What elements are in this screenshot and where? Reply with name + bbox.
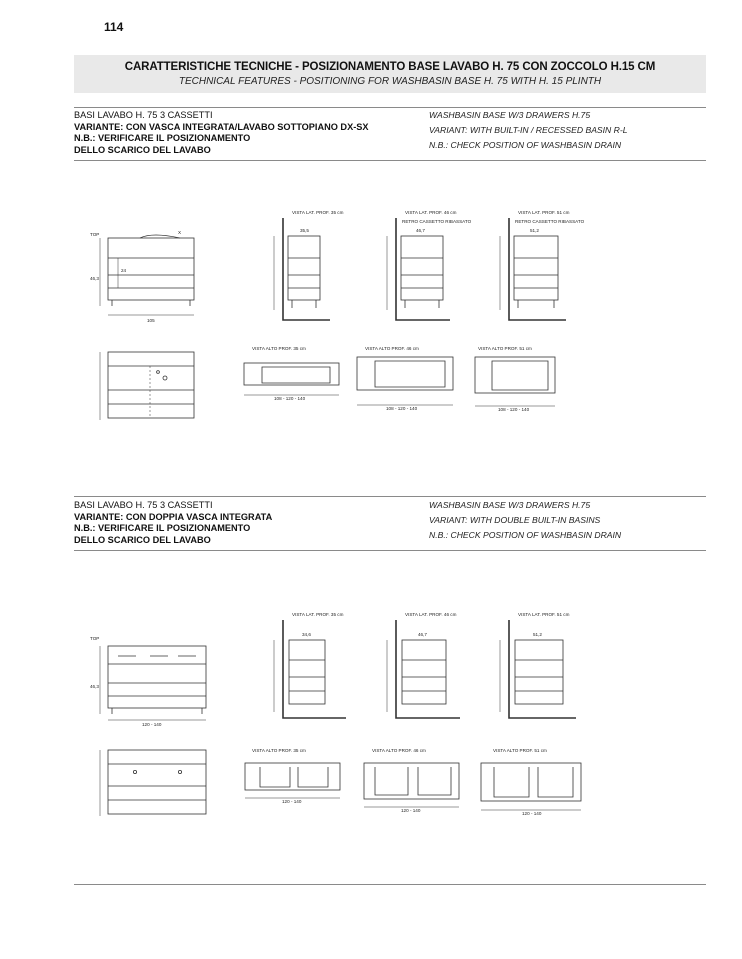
s2-top-view-51: [481, 763, 581, 810]
section-2-en-line1: WASHBASIN BASE W/3 DRAWERS H.75: [429, 500, 591, 510]
s2-front-width: 120 - 140: [142, 722, 162, 727]
s2-side-label-46: VISTA LAT. PROF. 46 cm: [405, 612, 457, 617]
s1-front-elevation: [100, 235, 194, 315]
section-2-en-line2: VARIANT: WITH DOUBLE BUILT-IN BASINS: [429, 515, 601, 525]
s2-front-height: 46,3: [90, 684, 99, 689]
s1-top-width-46: 108 - 120 - 140: [386, 406, 418, 411]
section-1-it-line2: VARIANTE: CON VASCA INTEGRATA/LAVABO SOTTOPIANO DX-SX: [74, 121, 369, 132]
section-1-it-line4: DELLO SCARICO DEL LAVABO: [74, 144, 211, 155]
s1-top-view-46: [357, 357, 453, 405]
s1-top-width-51: 108 - 120 - 140: [498, 407, 530, 412]
s2-top-label: TOP: [90, 636, 100, 641]
s2-side-dim-46: 46,7: [418, 632, 427, 637]
section-2-it-line4: DELLO SCARICO DEL LAVABO: [74, 534, 211, 545]
section-2-it-line2: VARIANTE: CON DOPPIA VASCA INTEGRATA: [74, 511, 273, 522]
s1-side-view-46: [387, 218, 450, 320]
header-subtitle: TECHNICAL FEATURES - POSITIONING FOR WASHBASIN BASE H. 75 WITH H. 15 PLINTH: [178, 76, 602, 87]
section-1-it-line3: N.B.: VERIFICARE IL POSIZIONAMENTO: [74, 133, 251, 143]
s1-side-note-46: RETRO CASSETTO RIBASSATO: [402, 219, 472, 224]
s2-front-section: [100, 750, 206, 816]
s2-side-label-51: VISTA LAT. PROF. 51 cm: [518, 612, 570, 617]
page-number: 114: [104, 20, 124, 34]
s1-top-width-35: 108 - 120 - 140: [274, 396, 306, 401]
s2-top-label-46: VISTA ALTO PROF. 46 cm: [372, 748, 426, 753]
s1-side-label-46: VISTA LAT. PROF. 46 cm: [405, 210, 457, 215]
s1-front-height: 46,3: [90, 276, 99, 281]
section-2-top-rule: [74, 496, 706, 497]
s1-x-label: X: [178, 230, 182, 235]
s1-side-label-35: VISTA LAT. PROF. 35 cm: [292, 210, 344, 215]
s1-top-label-46: VISTA ALTO PROF. 46 cm: [365, 346, 419, 351]
section-1-it-line1: BASI LAVABO H. 75 3 CASSETTI: [74, 110, 213, 120]
s2-top-label-51: VISTA ALTO PROF. 51 cm: [493, 748, 547, 753]
s2-top-view-35: [245, 763, 340, 798]
s2-top-view-46: [364, 763, 459, 807]
s1-top-view-51: [475, 357, 555, 406]
s1-top-label-51: VISTA ALTO PROF. 51 cm: [478, 346, 532, 351]
s1-side-dim-46: 46,7: [416, 228, 425, 233]
s2-top-label-35: VISTA ALTO PROF. 35 cm: [252, 748, 306, 753]
s1-top-view-35: [244, 363, 339, 395]
section-2-it-line1: BASI LAVABO H. 75 3 CASSETTI: [74, 500, 213, 510]
section-1-en-line3: N.B.: CHECK POSITION OF WASHBASIN DRAIN: [429, 140, 622, 150]
s2-side-dim-51: 51,2: [533, 632, 542, 637]
s2-top-width-35: 120 - 140: [282, 799, 302, 804]
s2-side-dim-35: 34,6: [302, 632, 311, 637]
section-2-it-text: [74, 500, 272, 546]
section-2-en-line3: N.B.: CHECK POSITION OF WASHBASIN DRAIN: [429, 530, 622, 540]
s1-side-view-35: [274, 218, 330, 320]
section-2-bottom-rule: [74, 550, 706, 551]
s1-side-dim-35: 35,5: [300, 228, 309, 233]
s1-side-view-51: [500, 218, 566, 320]
s1-front-width: 105: [147, 318, 155, 323]
s1-front-section: [100, 352, 194, 420]
s2-top-width-46: 120 - 140: [401, 808, 421, 813]
s1-side-dim-51: 51,2: [530, 228, 539, 233]
s2-side-label-35: VISTA LAT. PROF. 35 cm: [292, 612, 344, 617]
section-1-en-line1: WASHBASIN BASE W/3 DRAWERS H.75: [429, 110, 591, 120]
s1-top-label: TOP: [90, 232, 100, 237]
s2-front-elevation: [100, 646, 206, 720]
page-bottom-rule: [74, 884, 706, 885]
section-2-en-text: [429, 498, 621, 543]
s1-side-note-51: RETRO CASSETTO RIBASSATO: [515, 219, 585, 224]
s2-top-width-51: 120 - 140: [522, 811, 542, 816]
s1-side-label-51: VISTA LAT. PROF. 51 cm: [518, 210, 570, 215]
header-title: CARATTERISTICHE TECNICHE - POSIZIONAMENTO BASE LAVABO H. 75 CON ZOCCOLO H.15 CM: [124, 61, 656, 73]
section-1-en-line2: VARIANT: WITH BUILT-IN / RECESSED BASIN R-L: [429, 125, 628, 135]
s1-top-label-35: VISTA ALTO PROF. 35 cm: [252, 346, 306, 351]
section-2-it-line3: N.B.: VERIFICARE IL POSIZIONAMENTO: [74, 523, 251, 533]
s1-drawer-dim: 24: [121, 268, 127, 273]
